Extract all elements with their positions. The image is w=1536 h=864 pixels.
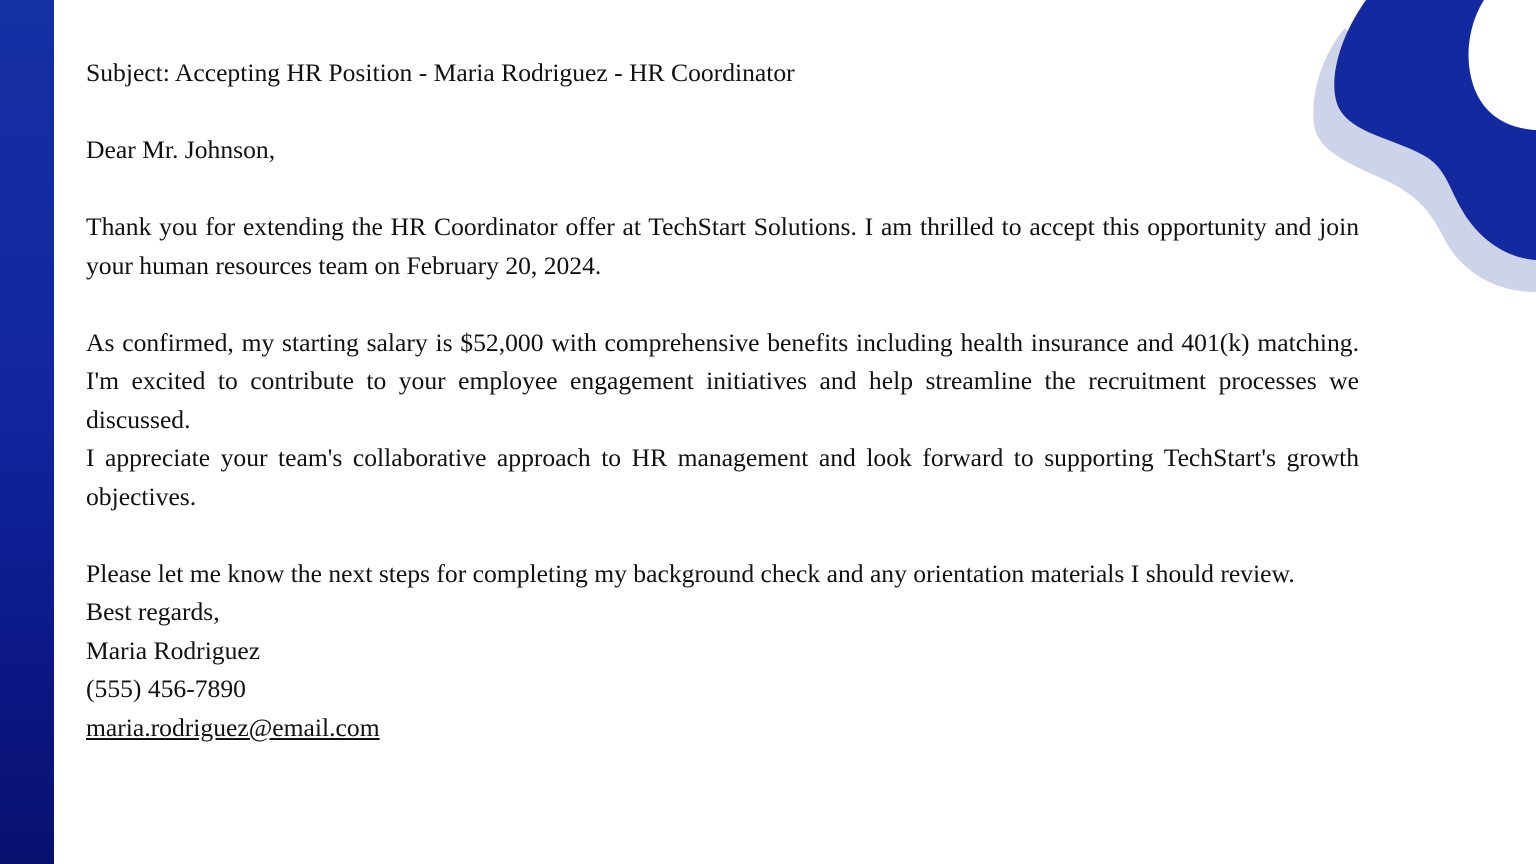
paragraph-compensation: As confirmed, my starting salary is $52,000 with comprehensive benefits including health insurance and 401(k) matching. I'm excited to contribute to your employee engagement initiatives and help streamline the recruitment processes we discussed. (86, 327, 1359, 434)
subject-line: Subject: Accepting HR Position - Maria Rodriguez - HR Coordinator (86, 58, 795, 87)
signature-email-link[interactable]: maria.rodriguez@email.com (86, 712, 380, 742)
letter-body (86, 54, 1359, 747)
side-accent-strip (0, 0, 54, 864)
closing: Best regards, (86, 597, 220, 626)
signature-name: Maria Rodriguez (86, 635, 261, 665)
paragraph-appreciation: I appreciate your team's collaborative approach to HR management and look forward to supporting TechStart's growth objectives. (86, 443, 1359, 511)
salutation: Dear Mr. Johnson, (86, 135, 276, 164)
paragraph-next-steps: Please let me know the next steps for completing my background check and any orientation materials I should review. (86, 558, 1295, 588)
paragraph-acceptance: Thank you for extending the HR Coordinator offer at TechStart Solutions. I am thrilled to accept this opportunity and join your human resources team on February 20, 2024. (86, 212, 1359, 280)
signature-phone: (555) 456-7890 (86, 674, 246, 703)
